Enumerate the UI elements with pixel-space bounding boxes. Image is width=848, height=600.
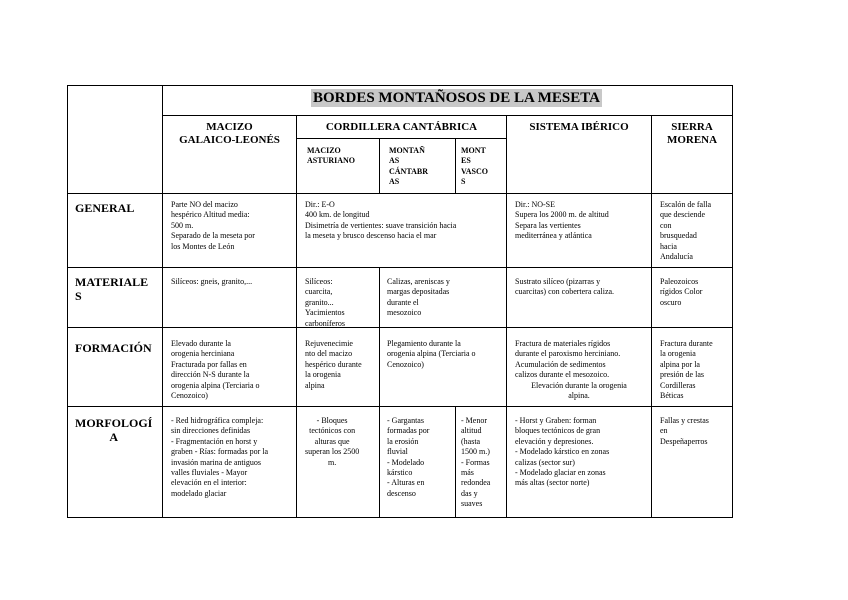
row-label-formacion: FORMACIÓN: [75, 341, 152, 355]
subheader-vascos: MONT ES VASCO S: [461, 146, 488, 187]
grid-line: [506, 115, 507, 518]
cell-morfologia-galaico: - Red hidrográfica compleja: sin direcciones definidas - Fragmentación en horst y graben - Rías: formadas por la invasión marina de antiguos valles fluviales - Mayor elevación en el interior: modelado glaciar: [171, 416, 269, 498]
cell-materiales-iberico: Sustrato silíceo (pizarras y cuarcitas) con cobertera caliza.: [515, 277, 615, 297]
grid-line: [67, 327, 733, 328]
cell-morfologia-morena: Fallas y crestas en Despeñaperros: [660, 416, 709, 446]
grid-line: [67, 267, 733, 268]
grid-line: [67, 517, 733, 518]
cell-formacion-asturiano: Rejuvenecimie nto del macizo hespérico durante la orogenia alpina: [305, 339, 362, 390]
column-header-iberico: SISTEMA IBÉRICO: [529, 121, 629, 133]
grid-line: [67, 193, 733, 194]
cell-materiales-asturiano: Silíceos: cuarcita, granito... Yacimientos carboníferos: [305, 277, 345, 328]
cell-materiales-galaico: Silíceos: gneis, granito,...: [171, 277, 253, 286]
cell-formacion-morena: Fractura durante la orogenia alpina por la presión de las Cordilleras Béticas: [660, 339, 713, 401]
cell-general-galaico: Parte NO del macizo hespérico Altitud media: 500 m. Separado de la meseta por los Montes de León: [171, 200, 255, 251]
cell-materiales-morena: Paleozoicos rígidos Color oscuro: [660, 277, 703, 307]
column-header-morena: SIERRA MORENA: [666, 121, 718, 146]
grid-line: [455, 138, 456, 193]
cell-morfologia-iberico: - Horst y Graben: forman bloques tectónicos de gran elevación y depresiones. - Modelado kárstico en zonas calizas (sector sur) - Modelado glaciar en zonas más altas (sector norte): [515, 416, 610, 488]
cell-formacion-iberico: Fractura de materiales rígidos durante el paroxismo herciniano. Acumulación de sedimentos calizos durante el mesozoico.: [515, 339, 621, 380]
grid-line: [67, 85, 68, 518]
cell-morfologia-cantabras: - Gargantas formadas por la erosión fluvial - Modelado kárstico - Alturas en descenso: [387, 416, 430, 498]
grid-line: [296, 138, 506, 139]
grid-line: [162, 115, 733, 116]
table-title: BORDES MONTAÑOSOS DE LA MESETA: [313, 90, 600, 106]
cell-formacion-galaico: Elevado durante la orogenia herciniana Fracturada por fallas en dirección N-S durante la orogenia alpina (Terciaria o Cenozoico): [171, 339, 260, 401]
grid-line: [379, 267, 380, 518]
grid-line: [379, 138, 380, 193]
column-header-galaico: MACIZO GALAICO-LEONÉS: [179, 121, 280, 146]
row-label-morfologia: MORFOLOGÍ A: [75, 416, 153, 444]
cell-materiales-cantabras: Calizas, areniscas y margas depositadas durante el mesozoico: [387, 277, 450, 318]
cell-general-morena: Escalón de falla que desciende con brusquedad hacia Andalucía: [660, 200, 712, 262]
column-header-cantabrica: CORDILLERA CANTÁBRICA: [325, 121, 478, 133]
meseta-table: [67, 85, 733, 518]
cell-morfologia-vascos: - Menor altitud (hasta 1500 m.) - Formas más redondea das y suaves: [461, 416, 491, 509]
row-label-general: GENERAL: [75, 201, 135, 215]
grid-line: [455, 406, 456, 518]
grid-line: [67, 85, 733, 86]
cell-formacion-iberico-elevacion: Elevación durante la orogenia alpina.: [531, 381, 627, 401]
grid-line: [732, 85, 733, 518]
grid-line: [296, 115, 297, 518]
cell-general-cantabrica: Dir.: E-O 400 km. de longitud Disimetría de vertientes: suave transición hacia la meseta y brusco descenso hacia el mar: [305, 200, 457, 241]
cell-general-iberico: Dir.: NO-SE Supera los 2000 m. de altitud Separa las vertientes mediterránea y atlántica: [515, 200, 609, 241]
subheader-asturiano: MACIZO ASTURIANO: [307, 146, 356, 166]
subheader-cantabras: MONTAÑ AS CÁNTABR AS: [389, 146, 428, 187]
grid-line: [651, 115, 652, 518]
grid-line: [67, 406, 733, 407]
cell-formacion-cantabras: Plegamiento durante la orogenia alpina (Terciaria o Cenozoico): [387, 339, 476, 369]
grid-line: [162, 85, 163, 518]
row-label-materiales: MATERIALE S: [75, 275, 149, 303]
cell-morfologia-asturiano: - Bloques tectónicos con alturas que superan los 2500 m.: [305, 416, 360, 467]
